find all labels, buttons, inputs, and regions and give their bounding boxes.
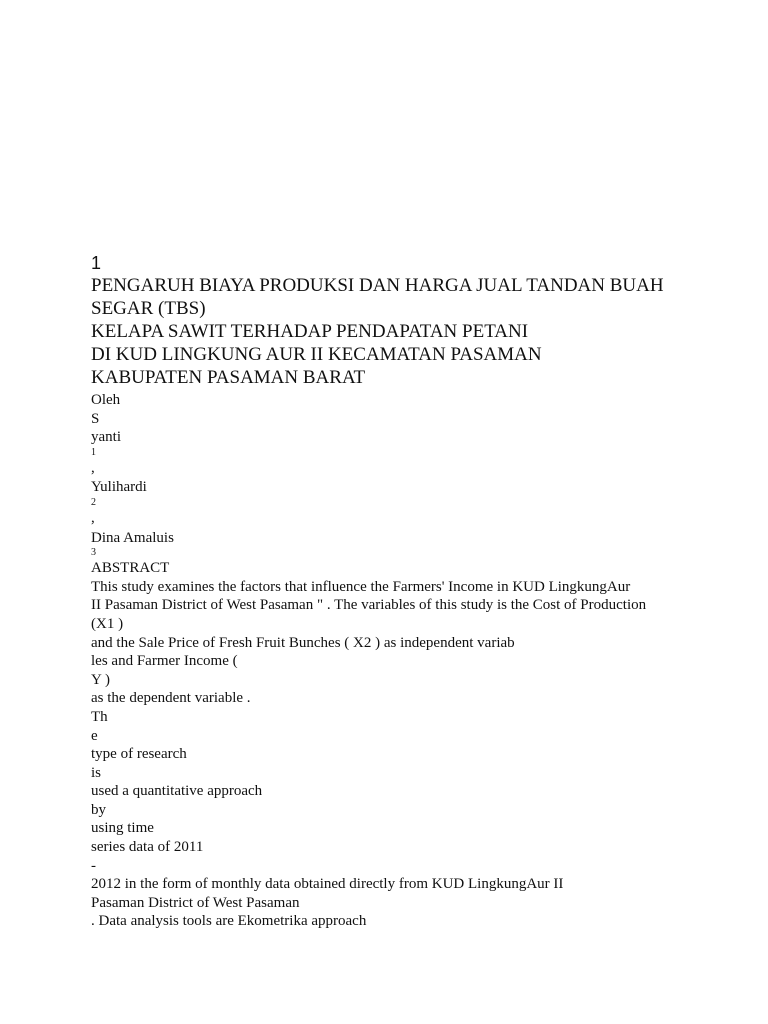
abstract-line: used a quantitative approach [91,783,263,800]
abstract-line: type of research [91,746,187,763]
author-name-fragment: yanti [91,429,121,446]
author-footnote-marker: 1 [91,446,96,458]
author-name: Yulihardi [91,479,147,496]
abstract-body [91,578,741,931]
document-page [91,252,741,931]
abstract-line: Pasaman District of West Pasaman [91,894,300,911]
abstract-line: Th [91,708,108,725]
abstract-line: by [91,801,106,818]
title-line: DI KUD LINGKUNG AUR II KECAMATAN PASAMAN [91,344,542,365]
abstract-line: - [91,857,96,874]
abstract-section [91,559,741,931]
abstract-line: Y ) [91,671,111,688]
byline-oleh: Oleh [91,392,121,408]
abstract-line: using time [91,820,154,837]
abstract-heading: ABSTRACT [91,560,170,577]
byline [91,391,741,559]
title-line: KELAPA SAWIT TERHADAP PENDAPATAN PETANI [91,321,529,342]
paper-title [91,274,741,389]
abstract-line: This study examines the factors that influence the Farmers' Income in KUD LingkungAur [91,578,631,595]
abstract-line: (X1 ) [91,615,124,632]
author-footnote-marker: 3 [91,547,96,559]
page-number: 1 [91,253,102,273]
abstract-line: 2012 in the form of monthly data obtained directly from KUD LingkungAur II [91,876,564,893]
author-separator: , [91,459,95,476]
abstract-line: and the Sale Price of Fresh Fruit Bunches ( X2 ) as independent variab [91,634,515,651]
author-footnote-marker: 2 [91,496,96,508]
author-separator: , [91,509,95,526]
abstract-line: les and Farmer Income ( [91,653,238,670]
title-line: SEGAR (TBS) [91,298,206,319]
abstract-line: series data of 2011 [91,839,204,856]
abstract-line: e [91,727,98,744]
abstract-line: . Data analysis tools are Ekometrika approach [91,913,367,930]
author-name-fragment: S [91,410,100,427]
title-line: KABUPATEN PASAMAN BARAT [91,367,366,388]
title-line: PENGARUH BIAYA PRODUKSI DAN HARGA JUAL TANDAN BUAH [91,275,664,296]
abstract-line: as the dependent variable . [91,690,251,707]
abstract-line: is [91,764,102,781]
author-name: Dina Amaluis [91,529,174,546]
abstract-line: II Pasaman District of West Pasaman " . The variables of this study is the Cost of Production [91,597,647,614]
